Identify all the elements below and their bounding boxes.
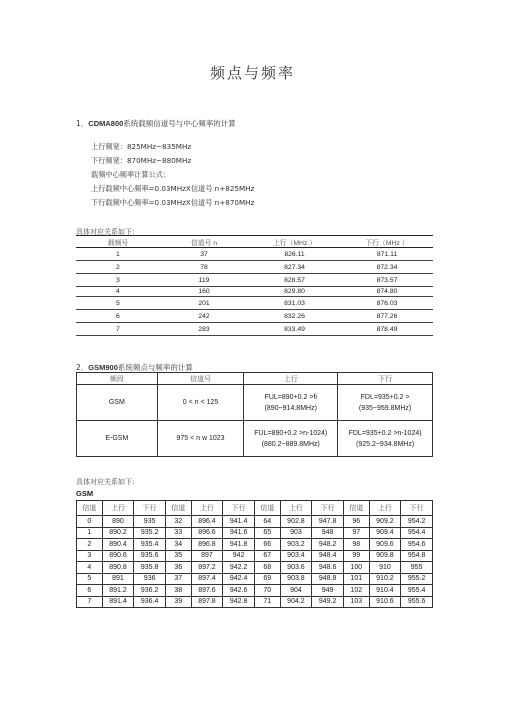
- column-header: 上行（MHz ）: [248, 236, 341, 248]
- channel-cell: 0 < n < 125: [157, 385, 244, 421]
- table-row: [77, 421, 433, 457]
- table-cell: 897.8: [191, 596, 223, 608]
- table-cell: 66: [254, 539, 280, 551]
- section2-separator: ．: [80, 363, 89, 372]
- uplink-formula-text: FUL=890+0.2 >fi: [264, 393, 317, 401]
- table-cell: 936.2: [134, 585, 166, 597]
- table-cell: 904: [280, 585, 312, 597]
- table-cell: 909.6: [369, 539, 401, 551]
- table-cell: 942: [223, 550, 255, 562]
- table-cell: 904.2: [280, 596, 312, 608]
- table-cell: 955.4: [401, 585, 433, 597]
- column-header: 频段: [77, 373, 158, 385]
- table-cell: 897: [191, 550, 223, 562]
- table-cell: 955: [401, 562, 433, 574]
- table-cell: 891.2: [102, 585, 134, 597]
- table-cell: 941.6: [223, 527, 255, 539]
- gsm-band-table: [76, 372, 433, 457]
- column-header: 下行: [312, 501, 344, 516]
- column-header: 上行: [280, 501, 312, 516]
- table-cell: 829.80: [248, 287, 341, 297]
- table-cell: 102: [343, 585, 369, 597]
- table-cell: 70: [254, 585, 280, 597]
- downlink-range-text: (935~959.8MHz): [358, 404, 412, 412]
- column-header: 上行: [244, 373, 338, 385]
- uplink-range-text: (890~914.8MHz): [264, 404, 317, 412]
- table-cell: 948.4: [312, 550, 344, 562]
- table-cell: 833.49: [248, 323, 341, 336]
- table-cell: 67: [254, 550, 280, 562]
- table-cell: 948.8: [312, 573, 344, 585]
- uplink-cell: [244, 421, 338, 457]
- table-cell: 903.8: [280, 573, 312, 585]
- table-cell: 39: [165, 596, 191, 608]
- section1-separator: ．: [80, 119, 89, 128]
- column-header: 信道: [343, 501, 369, 516]
- table-row: [76, 323, 433, 336]
- table-cell: 37: [160, 248, 248, 261]
- table-cell: 826.11: [248, 248, 341, 261]
- table-cell: 32: [165, 516, 191, 528]
- column-header: 下行: [134, 501, 166, 516]
- table-cell: 890.6: [102, 550, 134, 562]
- table-cell: 949: [312, 585, 344, 597]
- table-cell: 3: [76, 274, 160, 287]
- table-cell: 6: [77, 585, 103, 597]
- column-header: 下行: [338, 373, 433, 385]
- table-cell: 949.2: [312, 596, 344, 608]
- table-row: [77, 596, 433, 608]
- table-cell: 873.57: [341, 274, 433, 287]
- section1-number: 1: [76, 119, 81, 128]
- table-cell: 942.8: [223, 596, 255, 608]
- section2-number: 2: [76, 363, 81, 372]
- table-cell: 832.26: [248, 310, 341, 323]
- table-cell: 0: [77, 516, 103, 528]
- table-header-row: [77, 373, 433, 385]
- table-row: [76, 248, 433, 261]
- table-cell: 890.8: [102, 562, 134, 574]
- table-cell: 872.34: [341, 261, 433, 274]
- table-cell: 119: [160, 274, 248, 287]
- table-cell: 101: [343, 573, 369, 585]
- formula-heading: 载频中心频率计算公式：: [91, 170, 171, 179]
- table-cell: 942.4: [223, 573, 255, 585]
- table-cell: 896.6: [191, 527, 223, 539]
- table-cell: 936.4: [134, 596, 166, 608]
- table-row: [76, 287, 433, 297]
- table-row: [76, 261, 433, 274]
- uplink-formula: 上行载频中心频率=0.03MHzX信道号 n+825MHz: [91, 184, 255, 193]
- table-cell: 903.2: [280, 539, 312, 551]
- table-cell: 831.03: [248, 297, 341, 310]
- table-cell: 4: [77, 562, 103, 574]
- column-header: 上行: [191, 501, 223, 516]
- table-cell: 7: [77, 596, 103, 608]
- table-cell: 936: [134, 573, 166, 585]
- table-cell: 64: [254, 516, 280, 528]
- table-cell: 1: [76, 248, 160, 261]
- table-row: [76, 274, 433, 287]
- section1-heading-text: 系统载频信道号与中心频率的计算: [123, 119, 236, 128]
- downlink-cell: [338, 385, 433, 421]
- section1-heading: [76, 118, 236, 129]
- table-row: [77, 550, 433, 562]
- uplink-formula-text: FUL=890+0.2 >n-1024): [254, 429, 328, 437]
- table-cell: 38: [165, 585, 191, 597]
- downlink-formula-text: FDL=935+0.2 >: [360, 393, 410, 401]
- table-cell: 100: [343, 562, 369, 574]
- table-row: [76, 297, 433, 310]
- table-cell: 903: [280, 527, 312, 539]
- table-header-row: [76, 236, 433, 248]
- table-cell: 910.6: [369, 596, 401, 608]
- table-cell: 910.4: [369, 585, 401, 597]
- table-cell: 897.4: [191, 573, 223, 585]
- table-cell: 948: [312, 527, 344, 539]
- table-cell: 2: [76, 261, 160, 274]
- table-row: [77, 585, 433, 597]
- table-cell: 871.11: [341, 248, 433, 261]
- table-cell: 910: [369, 562, 401, 574]
- table-cell: 78: [160, 261, 248, 274]
- table-row: [77, 385, 433, 421]
- table-cell: 68: [254, 562, 280, 574]
- table3-label: 具体对应关系如下:: [76, 478, 135, 486]
- table-cell: 890.4: [102, 539, 134, 551]
- table-cell: 3: [77, 550, 103, 562]
- table-cell: 2: [77, 539, 103, 551]
- table-cell: 897.2: [191, 562, 223, 574]
- column-header: 信道: [254, 501, 280, 516]
- table-cell: 954.4: [401, 527, 433, 539]
- uplink-range-text: (880.2~889.8MHz): [261, 440, 320, 448]
- downlink-bandwidth: 下行频宽：870MHz~880MHz: [91, 156, 192, 165]
- cdma-frequency-table: [76, 235, 433, 336]
- table-cell: 6: [76, 310, 160, 323]
- table-cell: 935: [134, 516, 166, 528]
- uplink-cell: [244, 385, 338, 421]
- table-cell: 955.6: [401, 596, 433, 608]
- table-cell: 96: [343, 516, 369, 528]
- column-header: 信道: [77, 501, 103, 516]
- table-cell: 896.4: [191, 516, 223, 528]
- downlink-formula-text: FDL=935+0.2 >n-1024): [348, 429, 422, 437]
- table-cell: 242: [160, 310, 248, 323]
- section2-system: GSM900: [88, 363, 118, 372]
- gsm-channel-table: [76, 500, 433, 608]
- downlink-cell: [338, 421, 433, 457]
- table-cell: 948.2: [312, 539, 344, 551]
- page-title: 频点与频率: [209, 64, 295, 82]
- table-cell: 903.4: [280, 550, 312, 562]
- table-cell: 942.2: [223, 562, 255, 574]
- table-cell: 935.4: [134, 539, 166, 551]
- table-cell: 909.2: [369, 516, 401, 528]
- column-header: 信道号 n: [160, 236, 248, 248]
- table-cell: 910.2: [369, 573, 401, 585]
- column-header: 信道号: [157, 373, 244, 385]
- column-header: 下行: [223, 501, 255, 516]
- table-cell: 5: [76, 297, 160, 310]
- table-cell: 947.8: [312, 516, 344, 528]
- table-row: [76, 310, 433, 323]
- table-cell: 890.2: [102, 527, 134, 539]
- table-cell: 942.6: [223, 585, 255, 597]
- table-cell: 909.8: [369, 550, 401, 562]
- table-cell: 877.26: [341, 310, 433, 323]
- table-cell: 935.6: [134, 550, 166, 562]
- column-header: 下行: [401, 501, 433, 516]
- table-cell: 891: [102, 573, 134, 585]
- table-cell: 97: [343, 527, 369, 539]
- table-cell: 71: [254, 596, 280, 608]
- table-row: [77, 527, 433, 539]
- table-cell: 896.8: [191, 539, 223, 551]
- table-cell: 948.6: [312, 562, 344, 574]
- table-cell: 897.6: [191, 585, 223, 597]
- table-cell: 828.57: [248, 274, 341, 287]
- table-cell: 903.6: [280, 562, 312, 574]
- table-cell: 4: [76, 287, 160, 297]
- table-cell: 827.34: [248, 261, 341, 274]
- table-cell: 909.4: [369, 527, 401, 539]
- table-cell: 34: [165, 539, 191, 551]
- table-row: [77, 516, 433, 528]
- table-cell: 935.2: [134, 527, 166, 539]
- table-row: [77, 573, 433, 585]
- section2-heading-text: 系统频点与频率的计算: [117, 363, 193, 372]
- table-cell: 103: [343, 596, 369, 608]
- band-cell: E-GSM: [77, 421, 158, 457]
- table-cell: 7: [76, 323, 160, 336]
- table-cell: 878.49: [341, 323, 433, 336]
- table-cell: 37: [165, 573, 191, 585]
- downlink-formula: 下行载频中心频率=0.03MHzX信道号 n+870MHz: [91, 198, 255, 207]
- column-header: 载频号: [76, 236, 160, 248]
- table-cell: 283: [160, 323, 248, 336]
- table-cell: 35: [165, 550, 191, 562]
- column-header: 信道: [165, 501, 191, 516]
- table-cell: 98: [343, 539, 369, 551]
- channel-cell: 975 < n w 1023: [157, 421, 244, 457]
- table-cell: 36: [165, 562, 191, 574]
- column-header: 上行: [102, 501, 134, 516]
- column-header: 下行（MHz ）: [341, 236, 433, 248]
- table-cell: 954.8: [401, 550, 433, 562]
- table-cell: 954.6: [401, 539, 433, 551]
- gsm-label: GSM: [76, 489, 94, 498]
- table-cell: 941.4: [223, 516, 255, 528]
- table-cell: 99: [343, 550, 369, 562]
- table-cell: 876.03: [341, 297, 433, 310]
- table-cell: 65: [254, 527, 280, 539]
- table-cell: 891.4: [102, 596, 134, 608]
- table1-label: 具体对应关系如下：: [76, 228, 139, 236]
- table-cell: 5: [77, 573, 103, 585]
- section1-system: CDMA800: [88, 119, 124, 128]
- table-cell: 935.8: [134, 562, 166, 574]
- table-cell: 69: [254, 573, 280, 585]
- table-cell: 1: [77, 527, 103, 539]
- table-cell: 955.2: [401, 573, 433, 585]
- table-cell: 941.8: [223, 539, 255, 551]
- table-cell: 160: [160, 287, 248, 297]
- table-cell: 33: [165, 527, 191, 539]
- column-header: 上行: [369, 501, 401, 516]
- table-row: [77, 539, 433, 551]
- table-row: [77, 562, 433, 574]
- band-cell: GSM: [77, 385, 158, 421]
- table-cell: 902.8: [280, 516, 312, 528]
- table-header-row: [77, 501, 433, 516]
- table-cell: 874.80: [341, 287, 433, 297]
- table-cell: 954.2: [401, 516, 433, 528]
- table-cell: 890: [102, 516, 134, 528]
- table-cell: 201: [160, 297, 248, 310]
- downlink-range-text: (925.2~934.8MHz): [356, 440, 415, 448]
- uplink-bandwidth: 上行频宽：825MHz~835MHz: [91, 142, 192, 151]
